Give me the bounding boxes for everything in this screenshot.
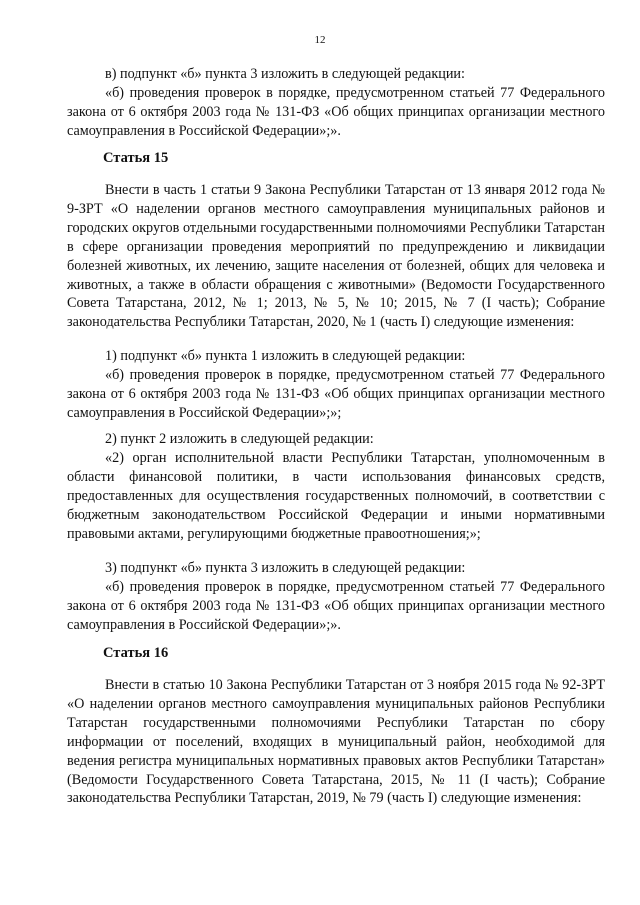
paragraph-line: 2) пункт 2 изложить в следующей редакции: bbox=[105, 431, 374, 447]
subpoint-v-block bbox=[67, 65, 605, 141]
article-16-intro bbox=[67, 676, 605, 808]
article-15-item-2 bbox=[67, 430, 605, 543]
paragraph-line: 3) подпункт «б» пункта 3 изложить в следующей редакции: bbox=[105, 560, 466, 576]
paragraph-line: в) подпункт «б» пункта 3 изложить в следующей редакции: bbox=[105, 66, 465, 82]
paragraph-quote: «б) проведения проверок в порядке, предусмотренном статьей 77 Федерального закона от 6 октября 2003 года № 131-ФЗ «Об общих принципах организации местного самоуправления в Российской Федерации»;»; bbox=[67, 366, 605, 421]
paragraph-intro: Внести в статью 10 Закона Республики Татарстан от 3 ноября 2015 года № 92-ЗРТ «О наделении органов местного самоуправления муниципальных районов Республики Татарстан государственными полномочиями Республики Татарстан по сбору информации от поселений, входящих в муниципальный район, необходимой для ведения регистра муниципальных нормативных правовых актов Республики Татарстан» (Ведомости Государственного Совета Татарстана, 2015, № 11 (I часть); Собрание законодательства Республики Татарстан, 2019, № 79 (часть I) следующие изменения: bbox=[67, 677, 605, 807]
article-16-heading: Статья 16 bbox=[103, 645, 169, 661]
article-15-item-3 bbox=[67, 559, 605, 635]
paragraph-line: 1) подпункт «б» пункта 1 изложить в следующей редакции: bbox=[105, 348, 466, 364]
page-number: 12 bbox=[314, 34, 326, 46]
article-15-intro bbox=[67, 181, 605, 332]
article-15-item-1 bbox=[67, 347, 605, 423]
paragraph-quote: «б) проведения проверок в порядке, предусмотренном статьей 77 Федерального закона от 6 октября 2003 года № 131-ФЗ «Об общих принципах организации местного самоуправления в Российской Федерации»;». bbox=[67, 84, 605, 139]
article-15-heading: Статья 15 bbox=[103, 150, 169, 166]
paragraph-quote: «б) проведения проверок в порядке, предусмотренном статьей 77 Федерального закона от 6 октября 2003 года № 131-ФЗ «Об общих принципах организации местного самоуправления в Российской Федерации»;». bbox=[67, 578, 605, 633]
paragraph-intro: Внести в часть 1 статьи 9 Закона Республики Татарстан от 13 января 2012 года № 9-ЗРТ «О наделении органов местного самоуправления муниципальных районов и городских округов отдельными государственными полномочиями Республики Татарстан в сфере организации проведения мероприятий по предупреждению и ликвидации болезней животных, их лечению, защите населения от болезней, общих для человека и животных, а также в области обращения с животными» (Ведомости Государственного Совета Татарстана, 2012, № 1; 2013, № 5, № 10; 2015, № 7 (I часть); Собрание законодательства Республики Татарстан, 2020, № 1 (часть I) следующие изменения: bbox=[67, 182, 605, 331]
paragraph-quote: «2) орган исполнительной власти Республики Татарстан, уполномоченным в области финансовой политики, в части использования финансовых средств, предоставленных для осуществления государственных полномочий, в соответствии с бюджетным законодательством Российской Федерации и иными нормативными правовыми актами, регулирующими бюджетные правоотношения;»; bbox=[67, 449, 605, 542]
